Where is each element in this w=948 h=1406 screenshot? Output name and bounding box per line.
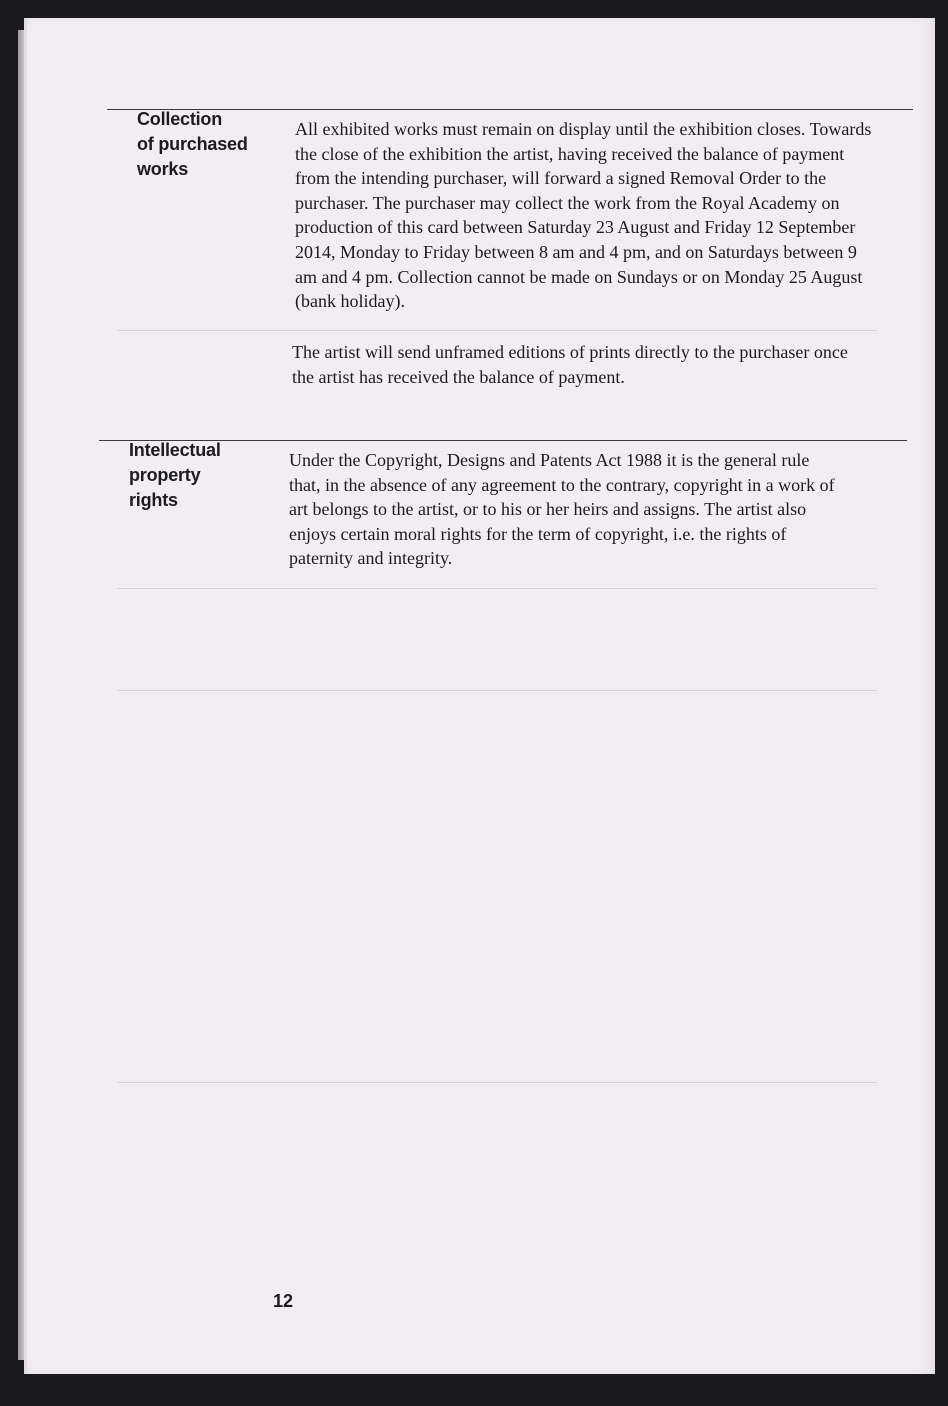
section-paragraph: Under the Copyright, Designs and Patents Act 1988 it is the general rule that, in the absence of any agreement to the contrary, copyright in a work of art belongs to the artist, or to his or her heirs and assigns. The artist also enjoys certain moral rights for the term of copyright, i.e. the rights of paternity and integrity. — [289, 450, 835, 569]
section-heading-intellectual-property: Intellectual property rights — [129, 440, 221, 510]
section-paragraph: The artist will send unframed editions of prints directly to the purchaser once the artist has received the balance of payment. — [292, 342, 848, 387]
document-page — [24, 18, 935, 1374]
show-through-rule — [117, 1082, 877, 1083]
show-through-rule — [117, 690, 877, 691]
section-paragraph: All exhibited works must remain on display until the exhibition closes. Towards the close of the exhibition the artist, having received the balance of payment from the intending purchaser, will forward a signed Removal Order to the purchaser. The purchaser may collect the work from the Royal Academy on production of this card between Saturday 23 August and Friday 12 September 2014, Monday to Friday between 8 am and 4 pm, and on Saturdays between 9 am and 4 pm. Collection cannot be made on Sundays or on Monday 25 August (bank holiday). — [295, 119, 872, 312]
show-through-rule — [117, 588, 877, 589]
show-through-rule — [117, 330, 877, 331]
page-number: 12 — [273, 1291, 294, 1311]
section-heading-collection: Collection of purchased works — [137, 109, 248, 179]
